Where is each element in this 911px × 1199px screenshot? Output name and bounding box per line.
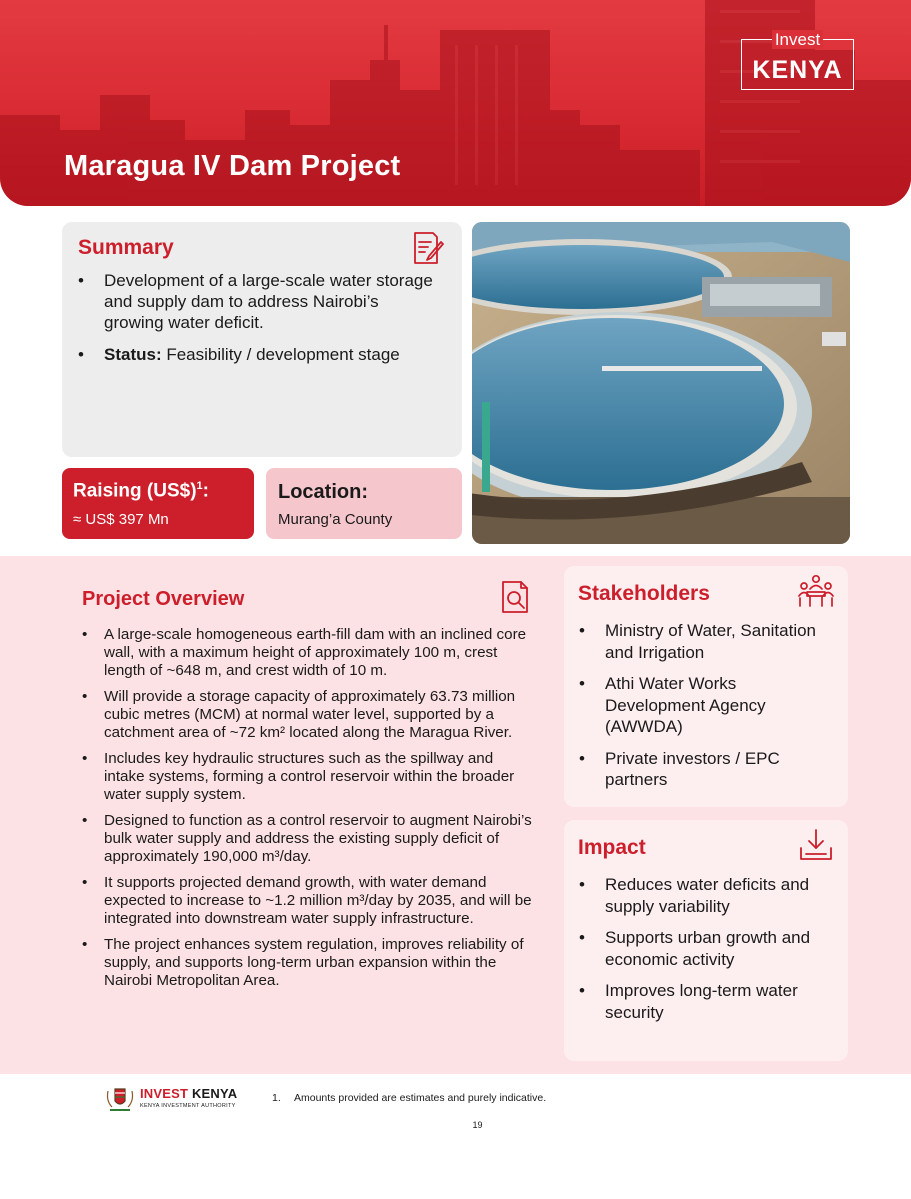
summary-item-status [104,344,434,365]
coat-of-arms-icon [104,1083,136,1115]
overview-list [104,626,536,998]
meeting-people-icon [798,574,834,608]
footnote-text: Amounts provided are estimates and purely indicative. [294,1092,547,1104]
invest-kenya-logo [741,30,854,90]
overview-item: • Designed to function as a control reservoir to augment Nairobi’s bulk water supply and address the existing supply deficit of approximately 190,000 m³/day. [104,812,536,866]
footnote-number: 1. [272,1092,281,1104]
raising-label: Raising (US$)$^1$: [73,480,209,502]
overview-item: • The project enhances system regulation, improves reliability of supply, and supports long-term urban expansion within the Nairobi Metropolitan Area. [104,936,536,990]
location-label: Location: [278,481,368,503]
logo-kenya-text: KENYA [752,56,843,84]
logo-subtitle: KENYA INVESTMENT AUTHORITY [140,1103,236,1109]
stakeholder-item: • Private investors / EPC partners [605,748,837,791]
logo-wordmark: INVEST KENYA [140,1086,238,1101]
kenya-investment-authority-logo [104,1083,244,1115]
impact-item: • Reduces water deficits and supply variability [605,874,837,917]
footnote [272,1092,546,1104]
reservoir-aerial-photo [472,222,850,544]
impact-card [564,820,848,1061]
summary-title: Summary [78,236,174,259]
stakeholders-title: Stakeholders [578,582,710,605]
overview-item: • Will provide a storage capacity of approximately 63.73 million cubic metres (MCM) at normal water level, supported by a catchment area of ~72 km² located along the Maragua River. [104,688,536,742]
page-title: Maragua IV Dam Project [64,150,401,182]
download-tray-icon [798,828,834,862]
raising-card [62,468,254,539]
impact-item: • Supports urban growth and economic activity [605,927,837,970]
status-label: Status: [104,345,162,364]
footnote-marker: 1 [196,480,203,492]
stakeholders-list [605,620,837,801]
overview-title: Project Overview [82,588,245,610]
overview-item: • A large-scale homogeneous earth-fill dam with an inclined core wall, with a maximum height of approximately 100 m, crest length of ~648 m, and crest width of 10 m. [104,626,536,680]
overview-item: • It supports projected demand growth, with water demand expected to increase to ~1.2 million m³/day by 2035, and will be integrated into downstream water supply infrastructure. [104,874,536,928]
edit-document-icon [412,230,444,266]
impact-item: • Improves long-term water security [605,980,837,1023]
summary-item-description: • Development of a large-scale water storage and supply dam to address Nairobi’s growing water deficit. [104,270,434,333]
stakeholders-card [564,566,848,807]
raising-value: ≈ US$ 397 Mn [73,511,169,528]
search-document-icon [500,580,532,614]
status-value: Feasibility / development stage [161,345,400,364]
overview-item: • Includes key hydraulic structures such as the spillway and intake systems, forming a control reservoir within the broader water supply system. [104,750,536,804]
header-banner [0,0,911,206]
summary-card [62,222,462,457]
impact-title: Impact [578,836,646,859]
reservoir-illustration [472,222,850,544]
summary-list [104,270,434,376]
stakeholder-item: • Athi Water Works Development Agency (AWWDA) [605,673,837,738]
location-card [266,468,462,539]
logo-invest-text: Invest [772,30,823,49]
page-number: 19 [472,1120,483,1130]
stakeholder-item: • Ministry of Water, Sanitation and Irrigation [605,620,837,663]
location-value: Murang’a County [278,511,393,528]
impact-list [605,874,837,1033]
